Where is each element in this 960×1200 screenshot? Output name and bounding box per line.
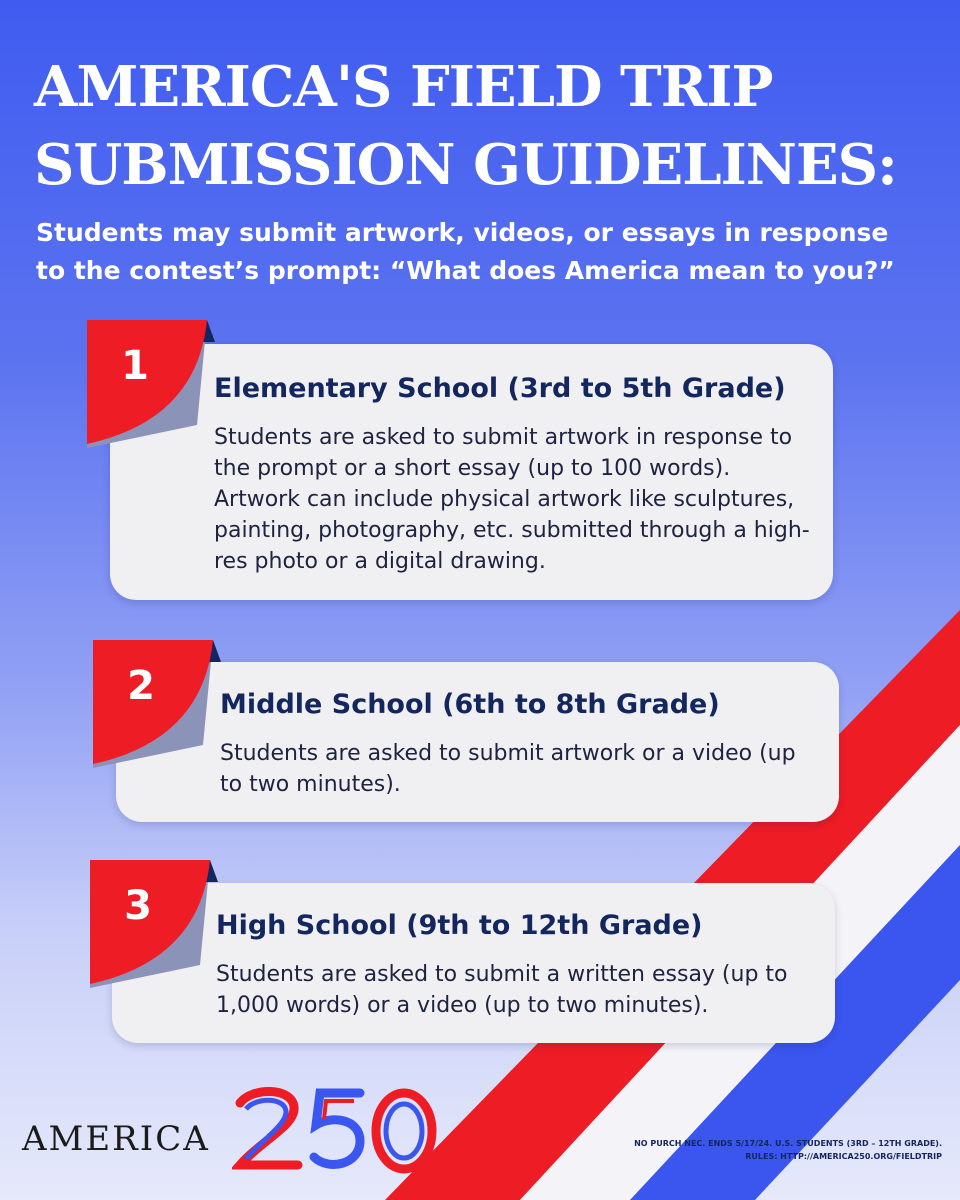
step-number: 3 — [124, 883, 152, 929]
step-number-badge — [93, 640, 223, 768]
step-number-badge — [90, 860, 220, 988]
step-card-middle — [116, 662, 839, 822]
title-line-2: SUBMISSION GUIDELINES: — [34, 132, 897, 198]
step-description: Students are asked to submit artwork in response to the prompt or a short essay (up to 100 words). Artwork can include physical artwork like sculptures, painting, photography, etc. submitted through a high-res photo or a digital drawing. — [214, 425, 810, 574]
step-card-elementary — [110, 344, 833, 600]
ribbon-250-icon — [232, 1085, 442, 1175]
step-title: Middle School (6th to 8th Grade) — [220, 689, 720, 720]
intro-text — [36, 214, 926, 290]
step-title: Elementary School (3rd to 5th Grade) — [214, 373, 786, 404]
america250-logo — [22, 1085, 442, 1185]
step-card-high — [112, 883, 835, 1043]
logo-wordmark: AMERICA — [22, 1119, 210, 1159]
step-number-badge — [87, 320, 217, 448]
page-title — [34, 48, 934, 204]
disclaimer-rules-link: RULES: HTTP://AMERICA250.ORG/FIELDTRIP — [745, 1152, 942, 1161]
disclaimer-line-1: NO PURCH NEC. ENDS 5/17/24. U.S. STUDENTS (3RD – 12TH GRADE). — [634, 1139, 942, 1148]
title-line-1: AMERICA'S FIELD TRIP — [34, 54, 773, 120]
legal-disclaimer — [612, 1137, 942, 1163]
intro-lead: Students may submit artwork, videos, or essays in response to the contest’s prompt: — [36, 218, 889, 285]
step-title: High School (9th to 12th Grade) — [216, 910, 703, 941]
step-description: Students are asked to submit artwork or a video (up to two minutes). — [220, 741, 796, 797]
contest-prompt: “What does America mean to you?” — [389, 256, 895, 285]
step-description: Students are asked to submit a written essay (up to 1,000 words) or a video (up to two minutes). — [216, 962, 788, 1018]
step-number: 2 — [127, 663, 155, 709]
step-number: 1 — [121, 343, 149, 389]
